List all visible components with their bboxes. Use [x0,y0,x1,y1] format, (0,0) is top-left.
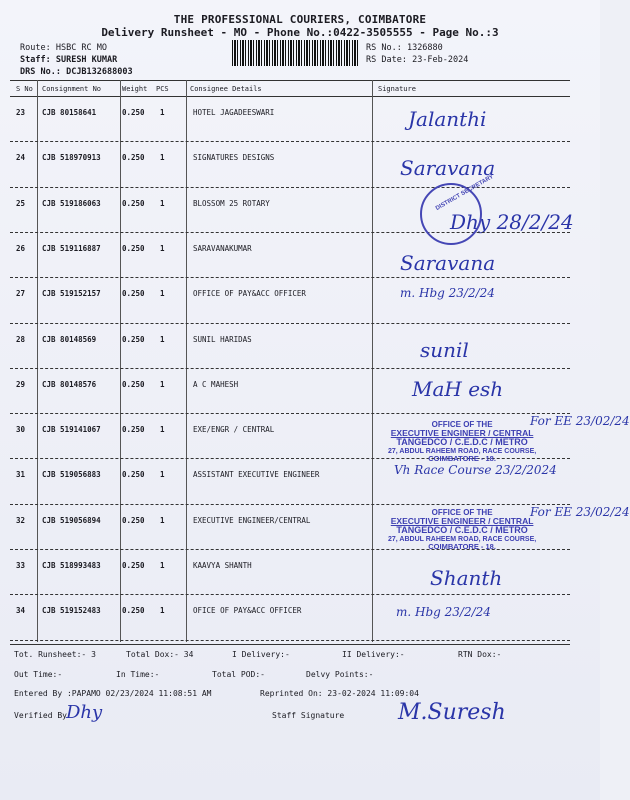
col-header-sno: S No [16,85,33,93]
signature-handwriting: Vh Race Course 23/2/2024 [394,463,557,478]
signature-handwriting: Saravana [400,156,496,181]
signature-handwriting: sunil [420,337,469,362]
row-divider [10,640,570,641]
cell-weight: 0.250 [122,561,145,570]
cell-consignee: EXECUTIVE ENGINEER/CENTRAL [193,515,311,525]
cell-consignee: EXE/ENGR / CENTRAL [193,425,275,435]
cell-pcs: 1 [160,334,165,344]
cell-consignment-no: CJB 519141067 [42,425,101,435]
row-divider [10,323,570,324]
row-divider [10,277,570,278]
cell-sno: 26 [16,243,26,253]
out-time: Out Time:- [14,670,63,679]
cell-consignee: OFICE OF PAY&ACC OFFICER [193,606,302,616]
cell-consignment-no: CJB 519152157 [42,289,101,299]
row-divider [10,413,570,414]
signature-handwriting: m. Hbg 23/2/24 [396,605,491,620]
col-divider [120,80,121,642]
cell-consignee: OFFICE OF PAY&ACC OFFICER [193,289,306,299]
entered-by: Entered By :PAPAMO 02/23/2024 11:08:51 AM [14,689,212,698]
col-divider [186,80,187,642]
cell-pcs: 1 [160,198,165,208]
rtn-dox: RTN Dox:- [458,650,502,659]
cell-consignment-no: CJB 519056894 [42,515,101,525]
cell-weight: 0.250 [122,470,145,480]
signature-handwriting: Saravana [400,250,496,275]
row-divider [10,141,570,142]
rs-no-row [366,43,443,53]
rs-no-label: RS No.: [366,43,402,53]
cell-pcs: 1 [160,425,165,435]
row-divider [10,368,570,369]
row-divider [10,232,570,233]
cell-sno: 24 [16,153,26,163]
row-divider [10,187,570,188]
cell-consignee: BLOSSOM 25 ROTARY [193,198,270,208]
footer-rule [10,644,570,645]
cell-sno: 27 [16,289,26,299]
delvy-points: Delvy Points:- [306,670,374,679]
cell-pcs: 1 [160,606,165,616]
staff-row [20,55,117,65]
cell-sno: 29 [16,379,26,389]
drs-value: DCJB132688003 [66,67,133,77]
cell-consignment-no: CJB 518970913 [42,153,101,163]
barcode [232,40,360,66]
col-header-consignee: Consignee Details [190,85,262,93]
cell-consignment-no: CJB 519186063 [42,198,101,208]
cell-pcs: 1 [160,289,165,299]
cell-consignee: HOTEL JAGADEESWARI [193,108,275,117]
col-header-consignment: Consignment No [42,85,102,93]
cell-sno: 33 [16,561,26,570]
cell-consignment-no: CJB 80148569 [42,334,97,344]
cell-pcs: 1 [160,108,165,117]
cell-pcs: 1 [160,379,165,389]
signature-handwriting: Dhy 28/2/24 [450,209,574,234]
office-stamp: OFFICE OF THE EXECUTIVE ENGINEER / CENTRAL TANGEDCO / C.E.D.C / METRO 27, ABDUL RAHEEM ROAD, RACE COURSE, COIMBATORE - 18. [388,420,537,464]
route-value: HSBC RC MO [55,43,108,53]
route-row [20,43,107,53]
reprinted-on: Reprinted On: 23-02-2024 11:09:04 [260,689,419,698]
rs-date-value: 23-Feb-2024 [412,55,469,65]
cell-sno: 34 [16,606,26,616]
drs-label: DRS No.: [20,67,61,77]
signature-handwriting: Jalanthi [408,107,487,131]
cell-consignee: ASSISTANT EXECUTIVE ENGINEER [193,470,320,480]
cell-sno: 25 [16,198,26,208]
cell-sno: 28 [16,334,26,344]
staff-signature-label: Staff Signature [272,711,345,720]
cell-weight: 0.250 [122,108,145,117]
cell-weight: 0.250 [122,198,145,208]
signature-handwriting: m. Hbg 23/2/24 [400,286,495,301]
runsheet-subtitle: Delivery Runsheet - MO - Phone No.:0422-3505555 - Page No.:3 [101,26,499,39]
cell-weight: 0.250 [122,515,145,525]
col-header-weight: Weight [122,85,148,93]
cell-weight: 0.250 [122,606,145,616]
cell-weight: 0.250 [122,334,145,344]
table-top-rule [10,80,570,81]
cell-pcs: 1 [160,153,165,163]
cell-consignment-no: CJB 519116887 [42,243,101,253]
total-pod: Total POD:- [212,670,265,679]
total-dox: Total Dox:- 34 [126,650,194,659]
district-secretary-seal [420,183,482,245]
cell-consignment-no: CJB 80158641 [42,108,97,117]
office-stamp: OFFICE OF THE EXECUTIVE ENGINEER / CENTRAL TANGEDCO / C.E.D.C / METRO 27, ABDUL RAHEEM ROAD, RACE COURSE, COIMBATORE - 18. [388,508,537,552]
signature-handwriting: For EE 23/02/24 [530,504,630,519]
ii-delivery: II Delivery:- [342,650,405,659]
signature-handwriting: For EE 23/02/24 [530,414,630,429]
cell-weight: 0.250 [122,243,145,253]
company-title: THE PROFESSIONAL COURIERS, COIMBATORE [173,13,427,26]
verified-signature: Dhy [66,702,103,723]
cell-pcs: 1 [160,243,165,253]
route-label: Route: [20,43,51,53]
cell-sno: 31 [16,470,26,480]
signature-handwriting: MaH esh [412,376,504,401]
cell-pcs: 1 [160,561,165,570]
row-divider [10,594,570,595]
cell-sno: 32 [16,515,26,525]
col-header-signature: Signature [378,85,416,93]
rs-no-value: 1326880 [406,43,443,53]
staff-label: Staff: [20,55,51,65]
cell-consignee: SUNIL HARIDAS [193,334,252,344]
cell-consignment-no: CJB 519056883 [42,470,101,480]
verified-by-label: Verified By [14,711,67,720]
cell-consignee: A C MAHESH [193,379,239,389]
cell-pcs: 1 [160,470,165,480]
cell-sno: 30 [16,425,26,435]
cell-weight: 0.250 [122,153,145,163]
staff-value: SURESH KUMAR [55,55,118,65]
seal-text: DISTRICT SECRETARY [434,173,495,213]
staff-signature: M.Suresh [398,700,506,725]
rs-date-row [366,55,468,65]
cell-consignment-no: CJB 80148576 [42,379,97,389]
cell-pcs: 1 [160,515,165,525]
cell-sno: 23 [16,108,26,117]
cell-consignee: SIGNATURES DESIGNS [193,153,275,163]
row-divider [10,504,570,505]
col-header-pcs: PCS [156,85,169,93]
cell-weight: 0.250 [122,425,145,435]
col-divider [372,80,373,642]
cell-weight: 0.250 [122,379,145,389]
signature-handwriting: Shanth [430,566,503,590]
cell-consignment-no: CJB 519152483 [42,606,101,616]
drs-row [20,67,133,77]
tot-runsheet: Tot. Runsheet:- 3 [14,650,96,659]
i-delivery: I Delivery:- [232,650,290,659]
table-header-rule [10,96,570,97]
cell-consignee: SARAVANAKUMAR [193,243,252,253]
cell-consignment-no: CJB 518993483 [42,561,101,570]
in-time: In Time:- [116,670,160,679]
cell-consignee: KAAVYA SHANTH [193,561,252,570]
col-divider [37,80,38,642]
cell-weight: 0.250 [122,289,145,299]
rs-date-label: RS Date: [366,55,407,65]
